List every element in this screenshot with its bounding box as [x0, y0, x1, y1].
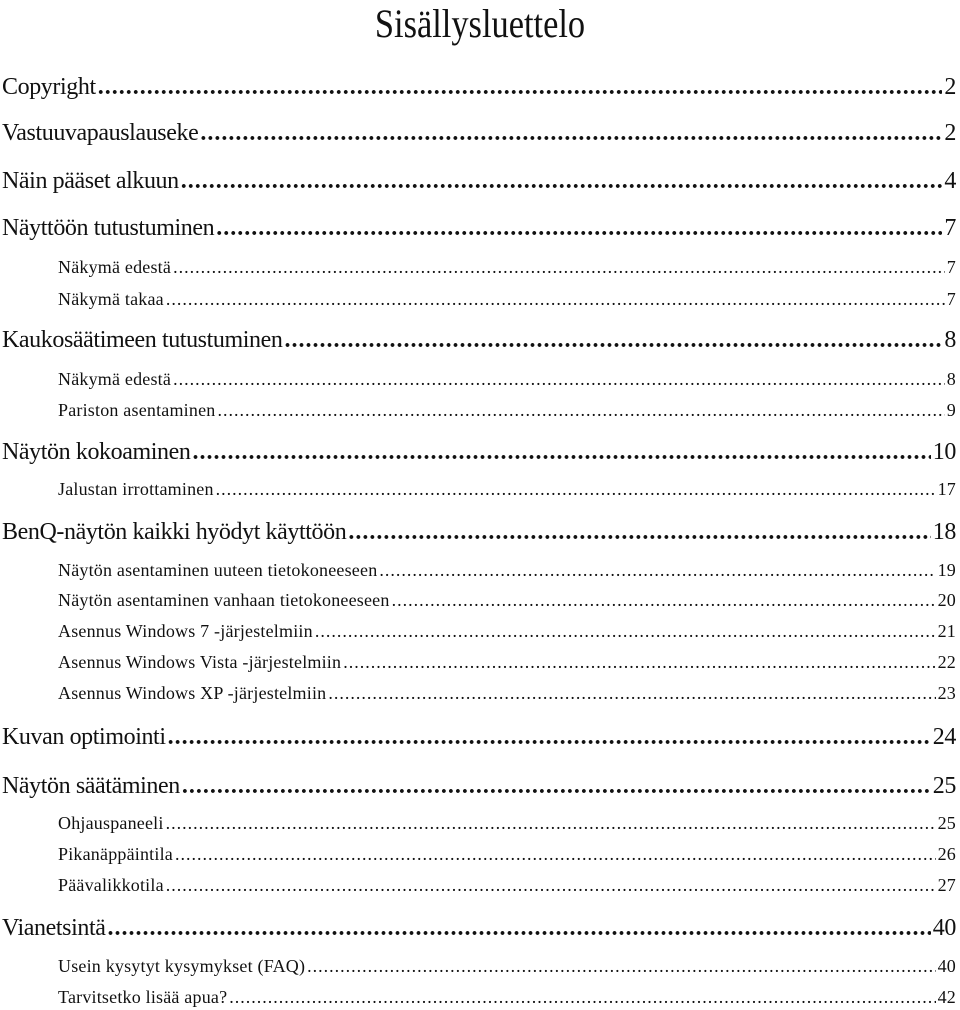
toc-dot-leader [173, 257, 945, 278]
toc-entry-label: Jalustan irrottaminen [58, 479, 214, 499]
toc-dot-leader [193, 439, 931, 466]
toc-dot-leader [166, 875, 936, 896]
toc-entry-label: Pariston asentaminen [58, 400, 216, 420]
toc-entry[interactable] [58, 987, 956, 1008]
toc-entry-label: Näin pääset alkuun [2, 168, 179, 194]
toc-entry[interactable] [2, 74, 956, 101]
toc-entry-page-number: 7 [946, 289, 956, 309]
toc-entry[interactable] [58, 956, 956, 977]
page-title: Sisällysluettelo [374, 1, 586, 46]
toc-entry[interactable] [2, 439, 956, 466]
toc-dot-leader [343, 652, 935, 673]
toc-entry-page-number: 10 [932, 439, 956, 465]
toc-dot-leader [379, 560, 935, 581]
toc-entry-page-number: 26 [937, 844, 956, 864]
toc-entry-label: Asennus Windows XP -järjestelmiin [58, 683, 327, 703]
toc-entry[interactable] [2, 724, 956, 751]
toc-entry-page-number: 4 [944, 168, 956, 194]
toc-entry-page-number: 20 [937, 590, 956, 610]
toc-entry[interactable] [58, 813, 956, 834]
toc-entry[interactable] [2, 215, 956, 242]
toc-entry-page-number: 9 [946, 400, 956, 420]
toc-entry-page-number: 24 [932, 724, 956, 750]
toc-entry-page-number: 42 [937, 987, 956, 1007]
toc-dot-leader [200, 120, 942, 147]
toc-entry-label: Pikanäppäintila [58, 844, 173, 864]
toc-entry[interactable] [2, 120, 956, 147]
toc-entry[interactable] [2, 519, 956, 546]
toc-dot-leader [98, 74, 943, 101]
toc-entry[interactable] [2, 168, 956, 195]
toc-entry[interactable] [58, 590, 956, 611]
toc-entry-label: BenQ-näytön kaikki hyödyt käyttöön [2, 519, 347, 545]
toc-entry-page-number: 18 [932, 519, 956, 545]
toc-entry[interactable] [58, 400, 956, 421]
toc-dot-leader [182, 773, 931, 800]
toc-entry-label: Copyright [2, 74, 96, 100]
toc-entry[interactable] [58, 289, 956, 310]
toc-entry[interactable] [58, 369, 956, 390]
toc-entry[interactable] [2, 773, 956, 800]
toc-dot-leader [216, 215, 942, 242]
toc-entry[interactable] [58, 683, 956, 704]
toc-dot-leader [307, 956, 935, 977]
toc-entry-page-number: 40 [937, 956, 956, 976]
toc-entry[interactable] [58, 875, 956, 896]
toc-entry-label: Ohjauspaneeli [58, 813, 164, 833]
toc-dot-leader [315, 621, 936, 642]
toc-dot-leader [181, 168, 943, 195]
toc-entry-page-number: 21 [937, 621, 956, 641]
toc-dot-leader [216, 479, 936, 500]
toc-entry-label: Näkymä edestä [58, 257, 172, 277]
toc-entry-label: Päävalikkotila [58, 875, 164, 895]
toc-entry-page-number: 22 [937, 652, 956, 672]
toc-entry[interactable] [58, 560, 956, 581]
toc-entry-page-number: 7 [944, 215, 956, 241]
toc-entry-page-number: 17 [937, 479, 956, 499]
toc-entry-label: Näytön asentaminen uuteen tietokoneeseen [58, 560, 378, 580]
toc-entry-label: Näkymä edestä [58, 369, 172, 389]
toc-entry-label: Näytön asentaminen vanhaan tietokoneeseen [58, 590, 390, 610]
toc-entry-label: Näytön kokoaminen [2, 439, 191, 465]
toc-entry-label: Näkymä takaa [58, 289, 164, 309]
toc-dot-leader [348, 519, 930, 546]
toc-entry-label: Kuvan optimointi [2, 724, 166, 750]
toc-entry-label: Näyttöön tutustuminen [2, 215, 215, 241]
toc-entry-page-number: 25 [937, 813, 956, 833]
toc-entry-label: Asennus Windows 7 -järjestelmiin [58, 621, 313, 641]
toc-entry[interactable] [58, 621, 956, 642]
toc-entry-label: Kaukosäätimeen tutustuminen [2, 327, 283, 353]
toc-entry-label: Vastuuvapauslauseke [2, 120, 199, 146]
toc-dot-leader [107, 915, 930, 942]
toc-entry-label: Usein kysytyt kysymykset (FAQ) [58, 956, 306, 976]
toc-dot-leader [392, 590, 936, 611]
toc-entry-page-number: 23 [937, 683, 956, 703]
toc-entry-page-number: 2 [944, 74, 956, 100]
toc-dot-leader [229, 987, 935, 1008]
toc-dot-leader [166, 813, 936, 834]
toc-entry-page-number: 25 [932, 773, 956, 799]
toc-dot-leader [168, 724, 931, 751]
toc-entry-page-number: 19 [937, 560, 956, 580]
toc-entry[interactable] [2, 915, 956, 942]
toc-entry[interactable] [58, 652, 956, 673]
toc-entry-page-number: 7 [946, 257, 956, 277]
toc-dot-leader [284, 327, 942, 354]
toc-entry-page-number: 8 [944, 327, 956, 353]
toc-entry-label: Näytön säätäminen [2, 773, 180, 799]
toc-entry[interactable] [2, 327, 956, 354]
toc-entry[interactable] [58, 257, 956, 278]
toc-dot-leader [175, 844, 936, 865]
toc-entry-label: Asennus Windows Vista -järjestelmiin [58, 652, 342, 672]
toc-entry[interactable] [58, 479, 956, 500]
toc-entry-label: Vianetsintä [2, 915, 106, 941]
toc-dot-leader [166, 289, 945, 310]
toc-entry-page-number: 40 [932, 915, 956, 941]
toc-entry-page-number: 2 [944, 120, 956, 146]
toc-dot-leader [328, 683, 935, 704]
toc-entry-page-number: 8 [946, 369, 956, 389]
toc-dot-leader [217, 400, 944, 421]
toc-entry-page-number: 27 [937, 875, 956, 895]
toc-entry-label: Tarvitsetko lisää apua? [58, 987, 228, 1007]
toc-entry[interactable] [58, 844, 956, 865]
toc-dot-leader [173, 369, 945, 390]
